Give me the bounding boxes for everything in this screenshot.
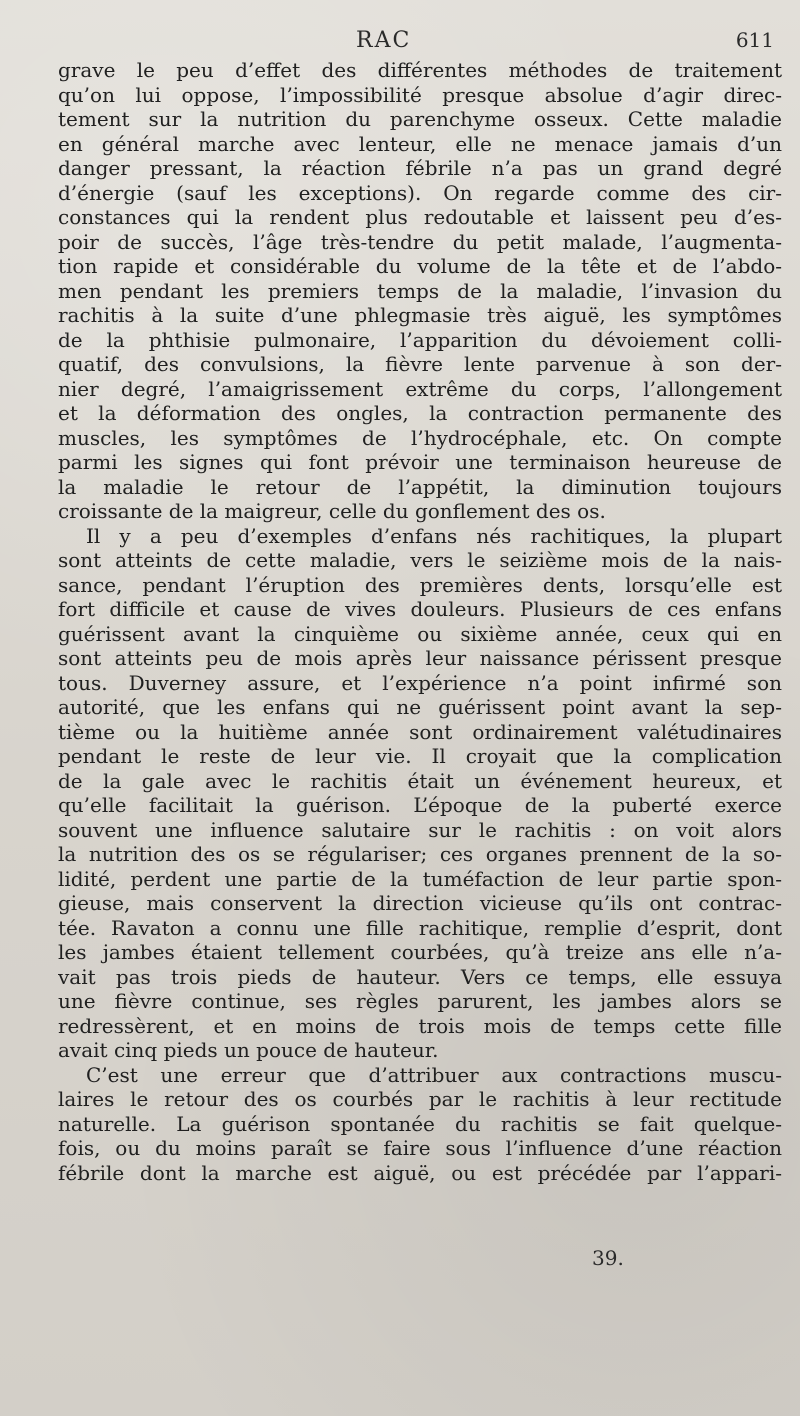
text-line-18: la maladie le retour de l’appétit, la diminution toujours	[58, 474, 782, 499]
text-line-8: poir de succès, l’âge très-tendre du petit malade, l’augmenta-	[58, 229, 782, 254]
text-line-39: une fièvre continue, ses règles parurent, les jambes alors se	[58, 989, 782, 1013]
text-line-40: redressèrent, et en moins de trois mois de temps cette fille	[58, 1013, 782, 1038]
text-line-25: sont atteints peu de mois après leur naissance périssent presque	[58, 646, 782, 670]
text-line-16: muscles, les symptômes de l’hydrocéphale, etc. On compte	[58, 425, 782, 450]
signature-mark: 39.	[592, 1246, 624, 1270]
text-line-2: qu’on lui oppose, l’impossibilité presque absolue d’agir direc-	[58, 82, 782, 107]
text-line-23: fort difficile et cause de vives douleurs. Plusieurs de ces enfans	[58, 597, 782, 621]
text-line-35: gieuse, mais conservent la direction vicieuse qu’ils ont contrac-	[58, 891, 782, 915]
text-line-44: naturelle. La guérison spontanée du rachitis se fait quelque-	[58, 1111, 782, 1136]
text-line-1: grave le peu d’effet des différentes méthodes de traitement	[58, 58, 782, 82]
text-line-29: pendant le reste de leur vie. Il croyait que la complication	[58, 744, 782, 768]
text-line-21: sont atteints de cette maladie, vers le seizième mois de la nais-	[58, 548, 782, 572]
body-text	[58, 58, 782, 1185]
text-line-12: de la phthisie pulmonaire, l’apparition du dévoiement colli-	[58, 327, 782, 352]
text-line-22: sance, pendant l’éruption des premières dents, lorsqu’elle est	[58, 572, 782, 597]
text-line-11: rachitis à la suite d’une phlegmasie très aiguë, les symptômes	[58, 303, 782, 327]
text-line-20: Il y a peu d’exemples d’enfans nés rachitiques, la plupart	[86, 523, 782, 548]
text-line-13: quatif, des convulsions, la fièvre lente parvenue à son der-	[58, 352, 782, 376]
text-line-4: en général marche avec lenteur, elle ne menace jamais d’un	[58, 131, 782, 156]
text-line-32: souvent une influence salutaire sur le rachitis : on voit alors	[58, 817, 782, 842]
text-line-41: avait cinq pieds un pouce de hauteur.	[58, 1038, 439, 1062]
text-line-36: tée. Ravaton a connu une fille rachitique, remplie d’esprit, dont	[58, 915, 782, 940]
text-line-27: autorité, que les enfans qui ne guérissent point avant la sep-	[58, 695, 782, 719]
text-line-19: croissante de la maigreur, celle du gonflement des os.	[58, 499, 606, 523]
text-line-5: danger pressant, la réaction fébrile n’a pas un grand degré	[58, 156, 782, 180]
running-head: RAC	[356, 28, 412, 53]
text-line-38: vait pas trois pieds de hauteur. Vers ce temps, elle essuya	[58, 964, 782, 989]
text-line-31: qu’elle facilitait la guérison. L’époque de la puberté exerce	[58, 793, 782, 817]
text-line-33: la nutrition des os se régulariser; ces organes prennent de la so-	[58, 842, 782, 866]
page-number: 611	[735, 28, 774, 52]
text-line-34: lidité, perdent une partie de la tuméfaction de leur partie spon-	[58, 866, 782, 891]
text-line-24: guérissent avant la cinquième ou sixième année, ceux qui en	[58, 621, 782, 646]
text-line-30: de la gale avec le rachitis était un événement heureux, et	[58, 768, 782, 793]
text-line-7: constances qui la rendent plus redoutable et laissent peu d’es-	[58, 205, 782, 229]
text-line-14: nier degré, l’amaigrissement extrême du corps, l’allongement	[58, 376, 782, 401]
text-line-17: parmi les signes qui font prévoir une terminaison heureuse de	[58, 450, 782, 474]
text-line-9: tion rapide et considérable du volume de la tête et de l’abdo-	[58, 254, 782, 278]
text-line-26: tous. Duverney assure, et l’expérience n’a point infirmé son	[58, 670, 782, 695]
text-line-3: tement sur la nutrition du parenchyme osseux. Cette maladie	[58, 107, 782, 131]
page-header	[58, 28, 782, 58]
text-line-43: laires le retour des os courbés par le rachitis à leur rectitude	[58, 1087, 782, 1111]
text-line-6: d’énergie (sauf les exceptions). On regarde comme des cir-	[58, 180, 782, 205]
text-line-10: men pendant les premiers temps de la maladie, l’invasion du	[58, 278, 782, 303]
text-line-37: les jambes étaient tellement courbées, qu’à treize ans elle n’a-	[58, 940, 782, 964]
text-line-15: et la déformation des ongles, la contraction permanente des	[58, 401, 782, 425]
text-line-45: fois, ou du moins paraît se faire sous l’influence d’une réaction	[58, 1136, 782, 1160]
text-line-42: C’est une erreur que d’attribuer aux contractions muscu-	[86, 1062, 782, 1087]
text-line-28: tième ou la huitième année sont ordinairement valétudinaires	[58, 719, 782, 744]
text-line-46: fébrile dont la marche est aiguë, ou est précédée par l’appari-	[58, 1160, 782, 1185]
